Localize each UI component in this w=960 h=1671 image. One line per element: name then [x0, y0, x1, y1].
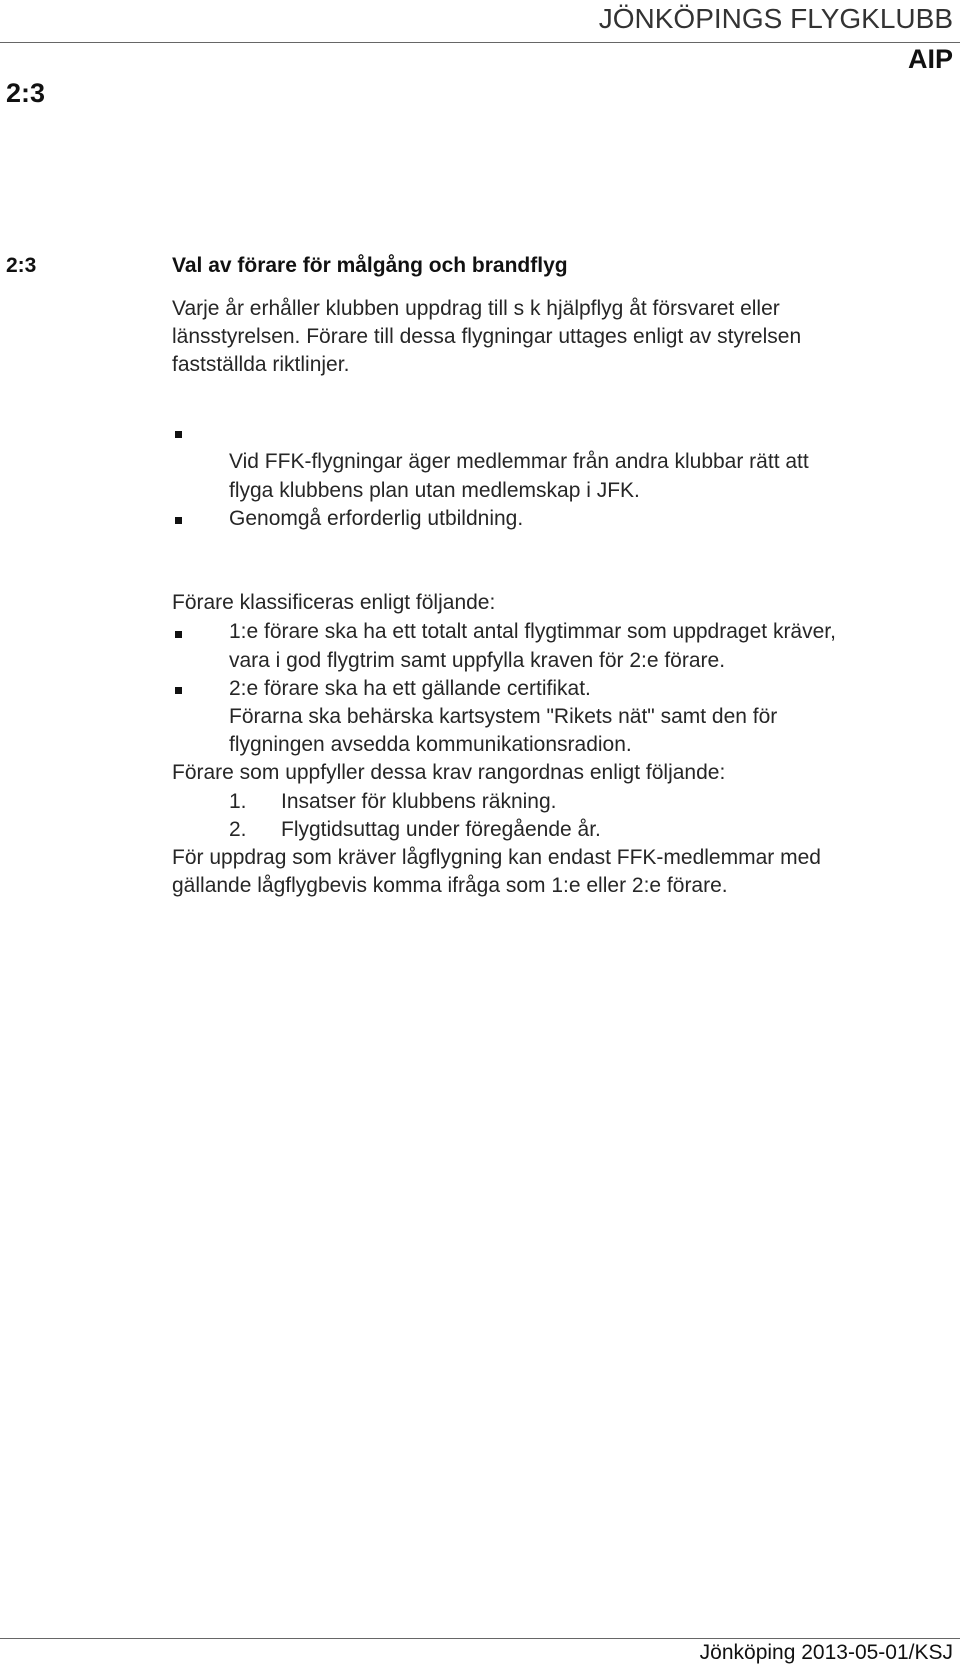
- intro-line: länsstyrelsen. Förare till dessa flygningar uttages enligt av styrelsen: [172, 325, 802, 348]
- document-label: AIP: [907, 44, 953, 74]
- class-line: flygningen avsedda kommunikationsradion.: [229, 733, 632, 756]
- ranking-item: Flygtidsuttag under föregående år.: [281, 818, 601, 841]
- rule-line: Genomgå erforderlig utbildning.: [229, 507, 524, 530]
- class-line: 1:e förare ska ha ett totalt antal flygtimmar som uppdraget kräver,: [229, 620, 836, 643]
- classification-intro: Förare klassificeras enligt följande:: [172, 591, 496, 614]
- footer-divider: [0, 1638, 960, 1639]
- class-line: 2:e förare ska ha ett gällande certifikat.: [229, 677, 591, 700]
- closing-line: För uppdrag som kräver lågflygning kan endast FFK-medlemmar med: [172, 846, 821, 869]
- ranking-number: 1.: [229, 790, 247, 813]
- ranking-intro: Förare som uppfyller dessa krav rangordnas enligt följande:: [172, 761, 726, 784]
- bullet-icon: [175, 631, 182, 638]
- ranking-item: Insatser för klubbens räkning.: [281, 790, 557, 813]
- bullet-icon: [175, 687, 182, 694]
- rule-line: Vid FFK-flygningar äger medlemmar från andra klubbar rätt att: [229, 450, 809, 473]
- section-number: 2:3: [6, 254, 37, 277]
- bullet-icon: [175, 431, 182, 438]
- class-line: Förarna ska behärska kartsystem "Rikets nät" samt den för: [229, 705, 778, 728]
- bullet-icon: [175, 517, 182, 524]
- header-divider: [0, 42, 960, 43]
- class-line: vara i god flygtrim samt uppfylla kraven för 2:e förare.: [229, 649, 726, 672]
- intro-line: fastställda riktlinjer.: [172, 353, 350, 376]
- intro-line: Varje år erhåller klubben uppdrag till s k hjälpflyg åt försvaret eller: [172, 297, 780, 320]
- organization-name: JÖNKÖPINGS FLYGKLUBB: [598, 3, 953, 34]
- page-number: 2:3: [6, 78, 46, 108]
- section-title: Val av förare för målgång och brandflyg: [172, 254, 568, 277]
- ranking-number: 2.: [229, 818, 247, 841]
- rule-line: flyga klubbens plan utan medlemskap i JFK.: [229, 479, 640, 502]
- footer-text: Jönköping 2013-05-01/KSJ: [699, 1641, 953, 1664]
- closing-line: gällande lågflygbevis komma ifråga som 1:e eller 2:e förare.: [172, 874, 728, 897]
